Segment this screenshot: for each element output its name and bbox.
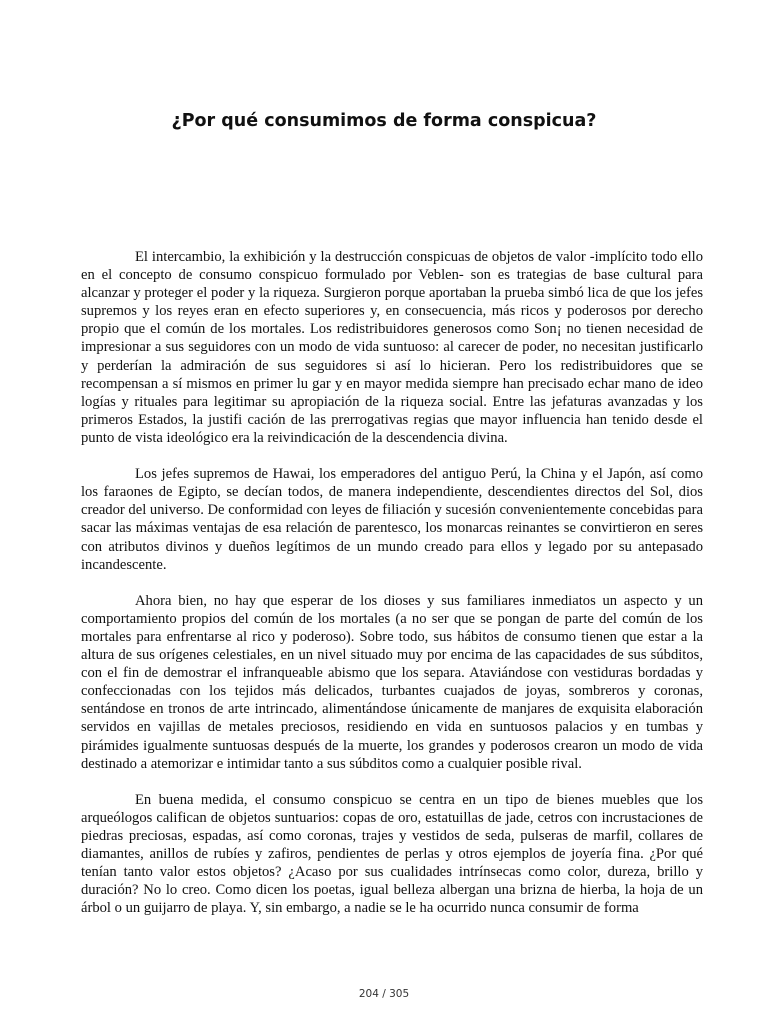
- paragraph-3: Ahora bien, no hay que esperar de los dioses y sus familiares inmediatos un aspecto y un comportamiento propios del común de los mortales (a no ser que se pongan de parte del común de los mortales para enfrentarse al rico y poderoso). Sobre todo, sus hábitos de consumo tienen que estar a la altura de sus orígenes celestiales, en un nivel situado muy por encima de las capacidades de sus súbditos, con el fin de demostrar el infranqueable abismo que los separa. Ataviándose con vestiduras bordadas y confeccionadas con los tejidos más delicados, turbantes cuajados de joyas, sombreros y coronas, sentándose en tronos de arte intrincado, alimentándose únicamente de manjares de exquisita elaboración servidos en vajillas de metales preciosos, residiendo en vida en suntuosos palacios y en tumbas y pirámides igualmente suntuosas después de la muerte, los grandes y poderosos crearon un modo de vida destinado a atemorizar e intimidar tanto a sus súbditos como a cualquier posible rival.: [81, 592, 703, 772]
- page-number: 204 / 305: [358, 988, 410, 1000]
- body-text: [81, 248, 703, 917]
- paragraph-4: En buena medida, el consumo conspicuo se centra en un tipo de bienes muebles que los arqueólogos califican de objetos suntuarios: copas de oro, estatuillas de jade, cetros con incrustaciones de piedras preciosas, espadas, así como coronas, trajes y vestidos de seda, pulseras de marfil, collares de diamantes, anillos de rubíes y zafiros, pendientes de perlas y otros ejemplos de joyería fina. ¿Por qué tenían tanto valor estos objetos? ¿Acaso por sus cualidades intrínsecas como color, dureza, brillo y duración? No lo creo. Como dicen los poetas, igual belleza albergan una brizna de hierba, la hoja de un árbol o un guijarro de playa. Y, sin embargo, a nadie se le ha ocurrido nunca consumir de forma: [81, 791, 703, 917]
- paragraph-2: Los jefes supremos de Hawai, los emperadores del antiguo Perú, la China y el Japón, así como los faraones de Egipto, se decían todos, de manera independiente, descendientes directos del Sol, dios creador del universo. De conformidad con leyes de filiación y sucesión convenientemente concebidas para sacar las máximas ventajas de esa relación de parentesco, los monarcas reinantes se convirtieron en seres con atributos divinos y dueños legítimos de un mundo creado para ellos y legado por su antepasado incandescente.: [81, 466, 703, 573]
- page-title: ¿Por qué consumimos de forma conspicua?: [171, 111, 597, 131]
- paragraph-1: El intercambio, la exhibición y la destrucción conspicuas de objetos de valor -implícito todo ello en el concepto de consumo conspicuo formulado por Veblen- son es trategias de base cultural para alcanzar y proteger el poder y la riqueza. Surgieron porque aportaban la prueba simbó lica de que los jefes supremos y los reyes eran en efecto superiores y, en consecuencia, más ricos y poderosos por derecho propio que el común de los mortales. Los redistribuidores generosos como Son¡ no tienen necesidad de impresionar a sus seguidores con un modo de vida suntuoso: al carecer de poder, no necesitan justificarlo y perderían la admiración de sus seguidores si así lo hicieran. Pero los redistribuidores que se recompensan a sí mismos en primer lu gar y en mayor medida siempre han precisado echar mano de ideo logías y rituales para legitimar su apropiación de la riqueza social. Entre las jefaturas avanzadas y los primeros Estados, la justifi cación de las prerrogativas regias que mayor influencia han tenido desde el punto de vista ideológico era la reivindicación de la descendencia divina.: [81, 249, 703, 446]
